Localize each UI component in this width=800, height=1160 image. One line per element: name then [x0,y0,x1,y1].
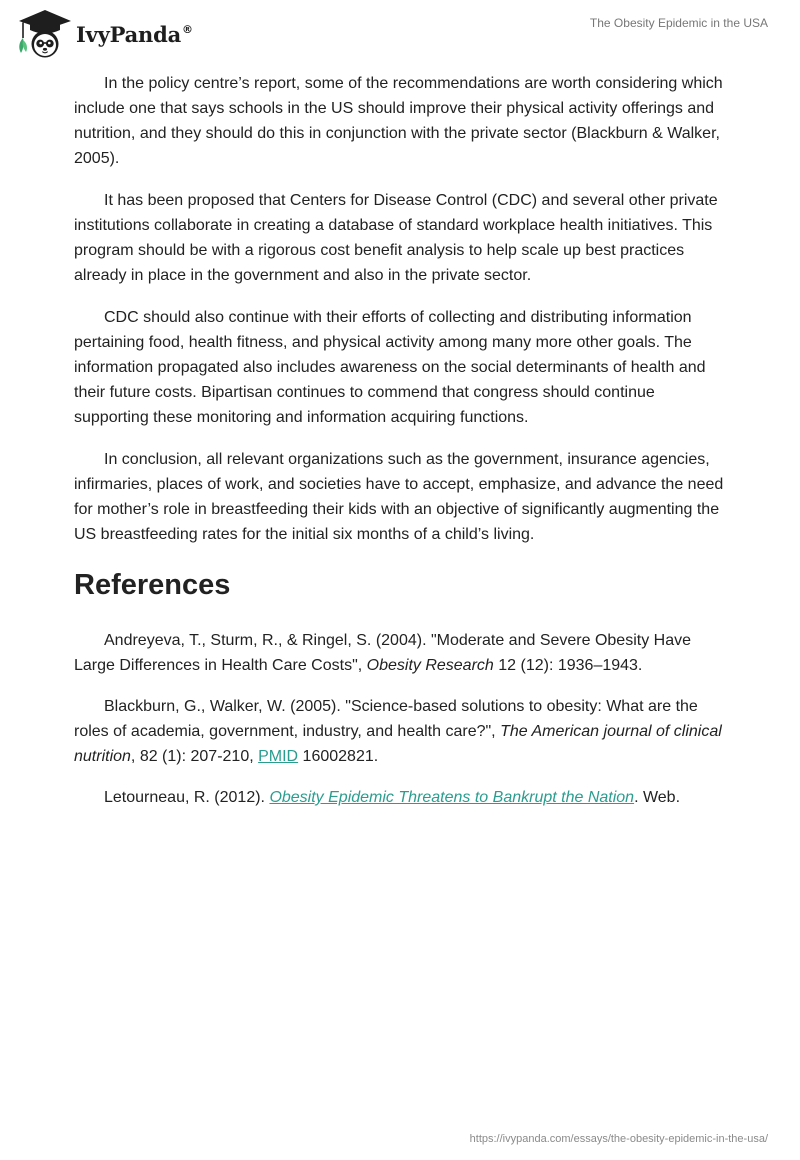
reference-journal: Obesity Research [366,657,494,674]
ivypanda-logo-icon [14,8,72,58]
reference-text: Blackburn, G., Walker, W. (2005). "Science-based solutions to obesity: What are the roles of academia, government, industry, and health care?", [74,698,698,740]
reference-tail: 16002821. [298,748,379,765]
logo-text: IvyPanda [76,21,182,47]
paragraph-conclusion: In conclusion, all relevant organizations such as the government, insurance agencies, infirmaries, places of work, and societies have to accept, emphasize, and advance the need for mother’s role in breastfeeding their kids with an objective of significantly augmenting the US breastfeeding rates for the initial six months of a child’s living. [74,451,724,543]
paragraph-cdc-database: It has been proposed that Centers for Disease Control (CDC) and several other private institutions collaborate in creating a database of standard workplace health initiatives. This program should be with a rigorous cost benefit analysis to help scale up best practices already in place in the government and also in the private sector. [74,192,718,284]
reference-tail: 12 (12): 1936–1943. [493,657,643,674]
logo[interactable] [14,8,193,58]
page-header [0,0,800,70]
registered-mark: ® [182,22,193,36]
reference-item [74,694,724,769]
pmid-link[interactable]: PMID [258,748,299,765]
document-title: The Obesity Epidemic in the USA [589,16,768,30]
logo-wordmark [76,22,193,47]
reference-details: , 82 (1): 207-210, [130,748,259,765]
footer-url: https://ivypanda.com/essays/the-obesity-epidemic-in-the-usa/ [469,1133,768,1145]
references-heading: References [74,569,231,601]
reference-item [74,628,724,678]
paragraph-policy-report: In the policy centre’s report, some of the recommendations are worth considering which include one that says schools in the US should improve their physical activity offerings and nutrition, and they should do this in conjunction with the private sector (Blackburn & Walker, 2005). [74,75,723,167]
essay-content [74,71,724,826]
reference-text: Letourneau, R. (2012). [104,789,270,806]
reference-item [74,785,724,810]
reference-text: Andreyeva, T., Sturm, R., & Ringel, S. (2004). "Moderate and Severe Obesity Have Large Differences in Health Care Costs", [74,632,691,674]
reference-tail: . Web. [634,789,681,806]
paragraph-cdc-information: CDC should also continue with their efforts of collecting and distributing information pertaining food, health fitness, and physical activity among many more other goals. The information propagated also includes awareness on the social determinants of health and their future costs. Bipartisan continues to commend that congress should continue supporting these monitoring and information acquiring functions. [74,309,706,426]
article-link[interactable]: Obesity Epidemic Threatens to Bankrupt the Nation [269,789,635,806]
reference-journal: The American journal of clinical nutrition [74,723,722,765]
